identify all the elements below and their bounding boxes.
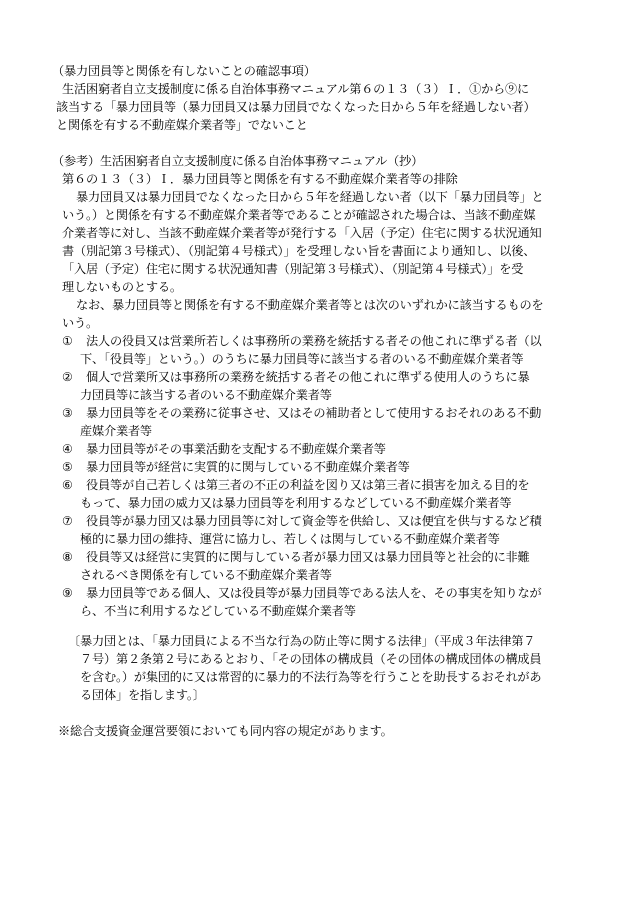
paragraph-line: 暴力団員又は暴力団員でなくなった日から５年を経過しない者（以下「暴力団員等」と [76, 190, 544, 204]
paragraph-line: 書（別記第３号様式）、（別記第４号様式）」を受理しない旨を書面により通知し、以後、 [62, 244, 536, 258]
item-text: 個人で営業所又は事務所の業務を統括する者その他これに準ずる使用人のうちに暴 [86, 370, 530, 384]
list-item [62, 585, 542, 601]
footnote: ※総合支援資金運営要領においても同内容の規定があります。 [58, 724, 393, 738]
item-number: ⑥ [62, 478, 73, 492]
item-text-continuation: 力団員等に該当する者のいる不動産媒介業者等 [80, 388, 332, 402]
list-item [62, 459, 410, 475]
intro-line: 生活困窮者自立支援制度に係る自治体事務マニュアル第６の１３（３）Ｉ．①から⑨に [62, 82, 530, 96]
item-text-continuation: されるべき関係を有している不動産媒介業者等 [80, 568, 332, 582]
intro-line: 該当する「暴力団員等（暴力団員又は暴力団員でなくなった日から５年を経過しない者） [56, 100, 536, 114]
item-number: ④ [62, 442, 73, 456]
item-text-continuation: ら、不当に利用するなどしている不動産媒介業者等 [80, 604, 356, 618]
item-text-continuation: 極的に暴力団の維持、運営に協力し、若しくは関与している不動産媒介業者等 [80, 532, 500, 546]
paragraph-line: 「入居（予定）住宅に関する状況通知書（別記第３号様式）、（別記第４号様式）」を受 [62, 262, 524, 276]
list-item [62, 369, 530, 385]
section-title: 第６の１３（３）Ｉ．暴力団員等と関係を有する不動産媒介業者等の排除 [62, 172, 458, 186]
item-text: 暴力団員等をその業務に従事させ、又はその補助者として使用するおそれのある不動 [86, 406, 542, 420]
definition-line: る団体」を指します。〕 [80, 688, 205, 702]
list-item [62, 333, 542, 349]
item-text-continuation: 下、「役員等」という。）のうちに暴力団員等に該当する者のいる不動産媒介業者等 [80, 352, 524, 366]
item-number: ② [62, 370, 73, 384]
item-text: 役員等が暴力団又は暴力団員等に対して資金等を供給し、又は便宜を供与するなど積 [86, 514, 542, 528]
definition-line: ７号）第２条第２号にあるとおり、「その団体の構成員（その団体の構成団体の構成員 [80, 652, 542, 666]
item-text: 暴力団員等である個人、又は役員等が暴力団員等である法人を、その事実を知りなが [86, 586, 542, 600]
list-item [62, 405, 541, 421]
item-number: ⑤ [62, 460, 73, 474]
reference-heading: （参考）生活困窮者自立支援制度に係る自治体事務マニュアル（抄） [52, 154, 424, 168]
item-number: ③ [62, 406, 73, 420]
paragraph-line: なお、暴力団員等と関係を有する不動産媒介業者等とは次のいずれかに該当するものを [76, 298, 544, 312]
definition-line: 〔暴力団とは、「暴力団員による不当な行為の防止等に関する法律」（平成３年法律第７ [68, 634, 536, 648]
confirmation-heading: （暴力団員等と関係を有しないことの確認事項） [52, 64, 316, 78]
item-text: 暴力団員等が経営に実質的に関与している不動産媒介業者等 [86, 460, 410, 474]
paragraph-line: 理しないものとする。 [62, 280, 182, 294]
paragraph-line: いう。）と関係を有する不動産媒介業者等であることが確認された場合は、当該不動産媒 [62, 208, 536, 222]
definition-line: を含む。）が集団的に又は常習的に暴力的不法行為等を行うことを助長するおそれがあ [80, 670, 542, 684]
item-number: ⑦ [62, 514, 73, 528]
list-item [62, 441, 386, 457]
item-text: 役員等が自己若しくは第三者の不正の利益を図り又は第三者に損害を加える目的を [86, 478, 530, 492]
item-number: ① [62, 334, 73, 348]
list-item [62, 477, 530, 493]
list-item [62, 549, 530, 565]
item-text: 法人の役員又は営業所若しくは事務所の業務を統括する者その他これに準ずる者（以 [86, 334, 542, 348]
paragraph-line: いう。 [62, 316, 98, 330]
item-text: 役員等又は経営に実質的に関与している者が暴力団又は暴力団員等と社会的に非難 [86, 550, 530, 564]
intro-line: と関係を有する不動産媒介業者等」でないこと [56, 118, 308, 132]
item-text-continuation: 産媒介業者等 [80, 424, 152, 438]
item-text-continuation: もって、暴力団の威力又は暴力団員等を利用するなどしている不動産媒介業者等 [80, 496, 512, 510]
item-number: ⑨ [62, 586, 73, 600]
paragraph-line: 介業者等に対し、当該不動産媒介業者等が発行する「入居（予定）住宅に関する状況通知 [62, 226, 542, 240]
list-item [62, 513, 542, 529]
item-text: 暴力団員等がその事業活動を支配する不動産媒介業者等 [86, 442, 386, 456]
item-number: ⑧ [62, 550, 73, 564]
